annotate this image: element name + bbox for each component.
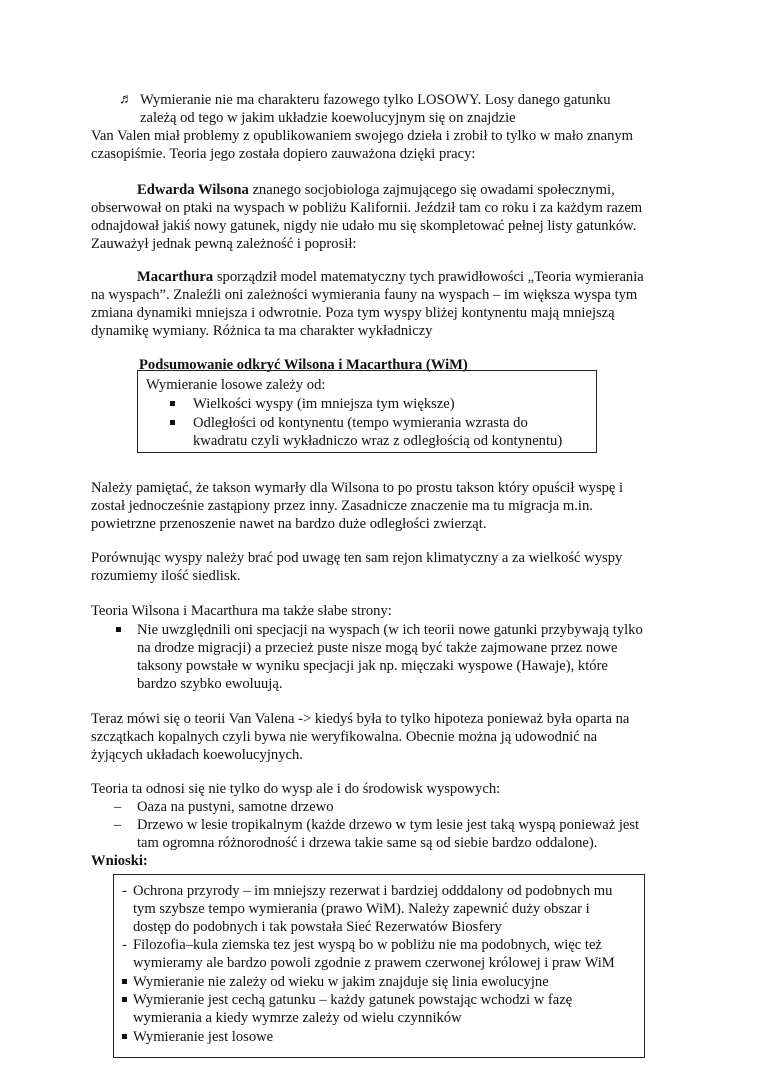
list-item: Drzewo w lesie tropikalnym (każde drzewo w tym lesie jest taką wyspą ponieważ jest: [137, 817, 640, 833]
paragraph-line: czasopiśmie. Teoria jego została dopiero zauważona dzięki pracy:: [91, 146, 476, 162]
paragraph-line: Van Valen miał problemy z opublikowaniem swojego dzieła i zrobił to tylko w mało znanym: [91, 128, 634, 144]
summary-item: Odległości od kontynentu (tempo wymierania wzrasta do: [193, 415, 528, 431]
summary-item: Wielkości wyspy (im mniejsza tym większe): [193, 396, 455, 412]
dash-bullet: -: [122, 937, 127, 953]
music-note-icon: ♬: [119, 92, 133, 107]
conclusion-item: Ochrona przyrody – im mniejszy rezerwat i bardziej odddalony od podobnych mu: [133, 883, 613, 899]
square-bullet-icon: [170, 420, 175, 425]
summary-lead: Wymieranie losowe zależy od:: [146, 377, 326, 393]
square-bullet-icon: [170, 401, 175, 406]
square-bullet-icon: [122, 979, 127, 984]
note-line: Wymieranie nie ma charakteru fazowego tylko LOSOWY. Losy danego gatunku: [140, 92, 611, 108]
paragraph-line: Należy pamiętać, że takson wymarły dla Wilsona to po prostu takson który opuścił wyspę i: [91, 480, 624, 496]
conclusion-item: Filozofia–kula ziemska tez jest wyspą bo w pobliżu nie ma podobnych, więc też: [133, 937, 602, 953]
paragraph-line: został jednocześnie zastąpiony przez inny. Zasadnicze znaczenie ma tu migracja m.in.: [91, 498, 593, 514]
conclusions-heading: Wnioski:: [91, 853, 148, 869]
paragraph-line: Edwarda Wilsona znanego socjobiologa zajmującego się owadami społecznymi,: [137, 182, 615, 198]
list-item: taksony powstałe w wyniku specjacji jak np. mięczaki wyspowe (Hawaje), które: [137, 658, 608, 674]
dash-bullet: -: [122, 883, 127, 899]
list-item: Nie uwzględnili oni specjacji na wyspach (w ich teorii nowe gatunki przybywają tylko: [137, 622, 643, 638]
conclusion-item: Wymieranie nie zależy od wieku w jakim znajduje się linia ewolucyjne: [133, 974, 549, 990]
conclusion-item: dostęp do podobnych i tak powstała Sieć Rezerwatów Biosfery: [133, 919, 502, 935]
paragraph-line: Teraz mówi się o teorii Van Valena -> kiedyś była to tylko hipoteza ponieważ była oparta na: [91, 711, 630, 727]
note-line: zależą od tego w jakim układzie koewolucyjnym się on znajdzie: [140, 110, 516, 126]
paragraph-line: żyjących układach koewolucyjnych.: [91, 747, 303, 763]
list-item: na drodze migracji) a przecież puste nisze mogą być także zajmowane przez nowe: [137, 640, 618, 656]
paragraph-line: Teoria ta odnosi się nie tylko do wysp ale i do środowisk wyspowych:: [91, 781, 501, 797]
list-item: tam ogromna różnorodność i drzewa takie same są od siebie bardzo oddalone).: [137, 835, 598, 851]
list-item: bardzo szybko ewoluują.: [137, 676, 283, 692]
paragraph-line: Zauważył jednak pewną zależność i poprosił:: [91, 236, 357, 252]
paragraph-line: powietrzne przenoszenie nawet na bardzo duże odległości zwierząt.: [91, 516, 487, 532]
paragraph-line: Porównując wyspy należy brać pod uwagę ten sam rejon klimatyczny a za wielkość wyspy: [91, 550, 623, 566]
conclusion-item: Wymieranie jest cechą gatunku – każdy gatunek powstając wchodzi w fazę: [133, 992, 573, 1008]
dash-bullet: –: [114, 817, 122, 833]
macarthur-name: Macarthura: [137, 269, 214, 285]
square-bullet-icon: [122, 997, 127, 1002]
paragraph-line: Teoria Wilsona i Macarthura ma także słabe strony:: [91, 603, 392, 619]
conclusion-item: tym szybsze tempo wymierania (prawo WiM). Należy zapewnić duży obszar i: [133, 901, 590, 917]
wilson-name: Edwarda Wilsona: [137, 182, 249, 198]
paragraph-line: zmiana dynamiki mniejsza i odwrotnie. Poza tym wyspy bliżej kontynentu mają mniejszą: [91, 305, 615, 321]
paragraph-line: rozumiemy ilość siedlisk.: [91, 568, 241, 584]
square-bullet-icon: [122, 1034, 127, 1039]
conclusion-item: Wymieranie jest losowe: [133, 1029, 274, 1045]
summary-heading: Podsumowanie odkryć Wilsona i Macarthura (WiM): [139, 357, 468, 373]
list-item: Oaza na pustyni, samotne drzewo: [137, 799, 334, 815]
conclusion-item: wymieramy ale bardzo powoli zgodnie z prawem czerwonej królowej i praw WiM: [133, 955, 615, 971]
paragraph-line: obserwował on ptaki na wyspach w pobliżu Kalifornii. Jeździł tam co roku i za każdym razem: [91, 200, 643, 216]
paragraph-line: Macarthura sporządził model matematyczny tych prawidłowości „Teoria wymierania: [137, 269, 644, 285]
paragraph-line: szczątkach kopalnych czyli bywa nie weryfikowalna. Obecnie można ją udowodnić na: [91, 729, 598, 745]
paragraph-line: dynamikę wymiany. Różnica ta ma charakter wykładniczy: [91, 323, 433, 339]
dash-bullet: –: [114, 799, 122, 815]
paragraph-line: na wyspach”. Znaleźli oni zależności wymierania fauny na wyspach – im większa wyspa tym: [91, 287, 638, 303]
square-bullet-icon: [116, 627, 121, 632]
summary-item: kwadratu czyli wykładniczo wraz z odległością od kontynentu): [193, 433, 563, 449]
conclusion-item: wymierania a kiedy wymrze zależy od wielu czynników: [133, 1010, 462, 1026]
paragraph-line: odnajdował jakiś nowy gatunek, nigdy nie udało mu się skompletować pełnej listy gatunków.: [91, 218, 637, 234]
